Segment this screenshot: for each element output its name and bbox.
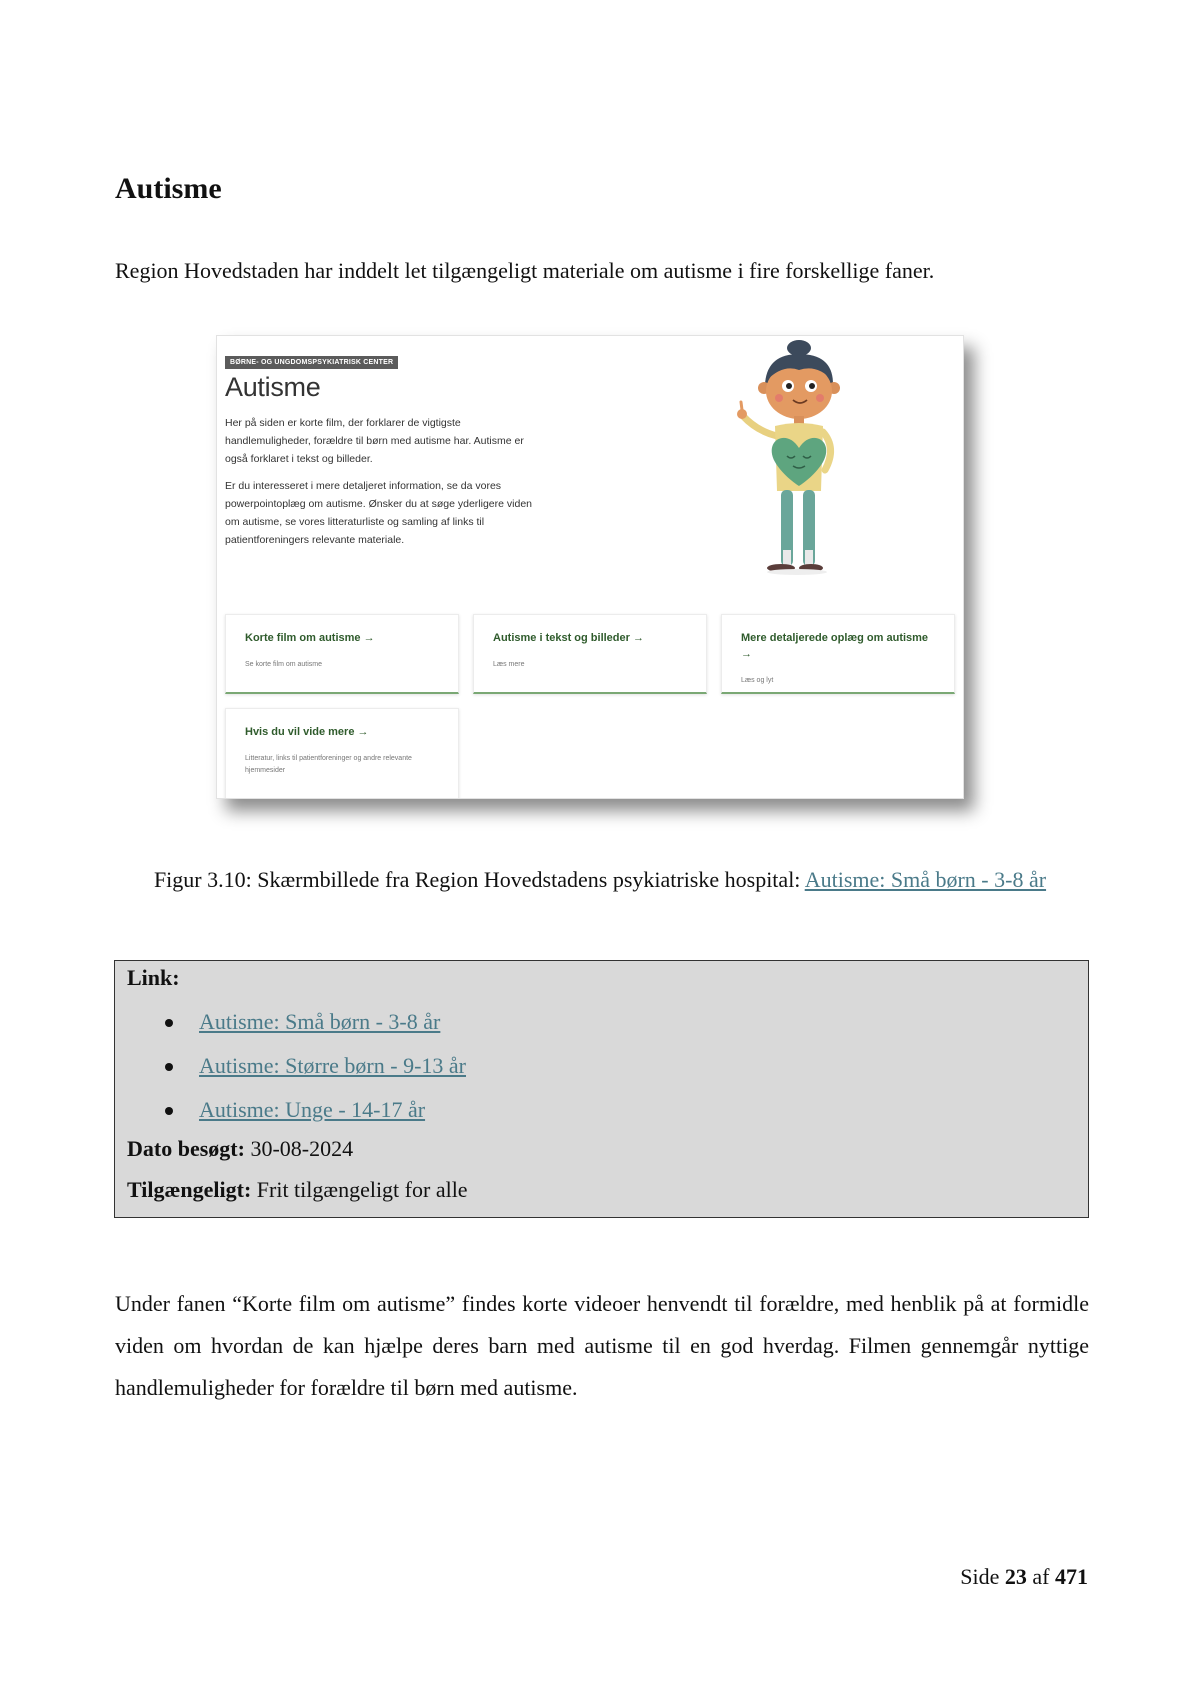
child-illustration [737,336,877,596]
availability [127,1177,468,1203]
page-middle: af [1026,1564,1055,1589]
bullet-icon [165,1107,173,1115]
card-short-films-subtitle: Se korte film om autisme [245,661,323,668]
card-learn-more-title: Hvis du vil vide mere → [245,726,369,738]
card-learn-more[interactable] [225,708,459,799]
page-title: Autisme [115,172,222,205]
link-box-title: Link: [127,965,180,990]
link-older-children[interactable]: Autisme: Større børn - 9-13 år [199,1053,466,1078]
page-current: 23 [1004,1564,1027,1589]
list-item [115,1051,466,1095]
page-total: 471 [1055,1564,1088,1589]
availability-label: Tilgængeligt: [127,1177,252,1202]
card-text-and-pictures-subtitle: Læs mere [493,661,525,668]
figure-screenshot [216,335,964,799]
date-visited [127,1136,353,1162]
card-detailed-presentations-subtitle: Læs og lyt [741,677,774,684]
screenshot-paragraph-1: Her på siden er korte film, der forklarer de vigtigste handlemuligheder, forældre til børn med autisme har. Autisme er også forklaret i tekst og billeder. [225,417,524,465]
card-detailed-presentations[interactable] [721,614,955,694]
page-number [948,1564,1088,1590]
card-text-and-pictures[interactable] [473,614,707,694]
card-detailed-presentations-title: Mere detaljerede oplæg om autisme → [741,632,929,660]
bullet-icon [165,1019,173,1027]
link-youth[interactable]: Autisme: Unge - 14-17 år [199,1097,426,1122]
screenshot-paragraph-2: Er du interesseret i mere detaljeret information, se da vores powerpointoplæg om autisme. Ønsker du at søge yderligere viden om autisme, se vores litteraturliste og samling af links til patientforeningers relevante materiale. [225,480,532,546]
date-visited-label: Dato besøgt: [127,1136,245,1161]
body-paragraph: Under fanen “Korte film om autisme” findes korte videoer henvendt til forældre, med henblik på at formidle viden om hvordan de kan hjælpe deres barn med autisme til en god hverdag. Filmen gennemgår nyttige handlemuligheder for forældre til børn med autisme. [115,1291,1089,1400]
link-list [115,1007,466,1139]
list-item [115,1095,466,1139]
figure-caption [115,864,1085,896]
availability-value: Frit tilgængeligt for alle [251,1177,468,1202]
card-short-films-title: Korte film om autisme → [245,632,375,644]
link-small-children[interactable]: Autisme: Små børn - 3-8 år [199,1009,441,1034]
card-text-and-pictures-title: Autisme i tekst og billeder → [493,632,644,644]
card-short-films[interactable] [225,614,459,694]
caption-text: Figur 3.10: Skærmbillede fra Region Hovedstadens psykiatriske hospital: [153,867,805,892]
card-learn-more-subtitle: Litteratur, links til patientforeninger og andre relevante hjemmesider [245,755,412,774]
intro-paragraph: Region Hovedstaden har inddelt let tilgængeligt materiale om autisme i fire forskellige faner. [115,258,935,283]
list-item [115,1007,466,1051]
page-prefix: Side [960,1564,1005,1589]
bullet-icon [165,1063,173,1071]
site-label: BØRNE- OG UNGDOMSPSYKIATRISK CENTER [225,356,398,369]
link-box [114,960,1089,1218]
caption-link[interactable]: Autisme: Små børn - 3-8 år [804,867,1047,892]
screenshot-title: Autisme [225,372,321,402]
date-visited-value: 30-08-2024 [244,1136,354,1161]
